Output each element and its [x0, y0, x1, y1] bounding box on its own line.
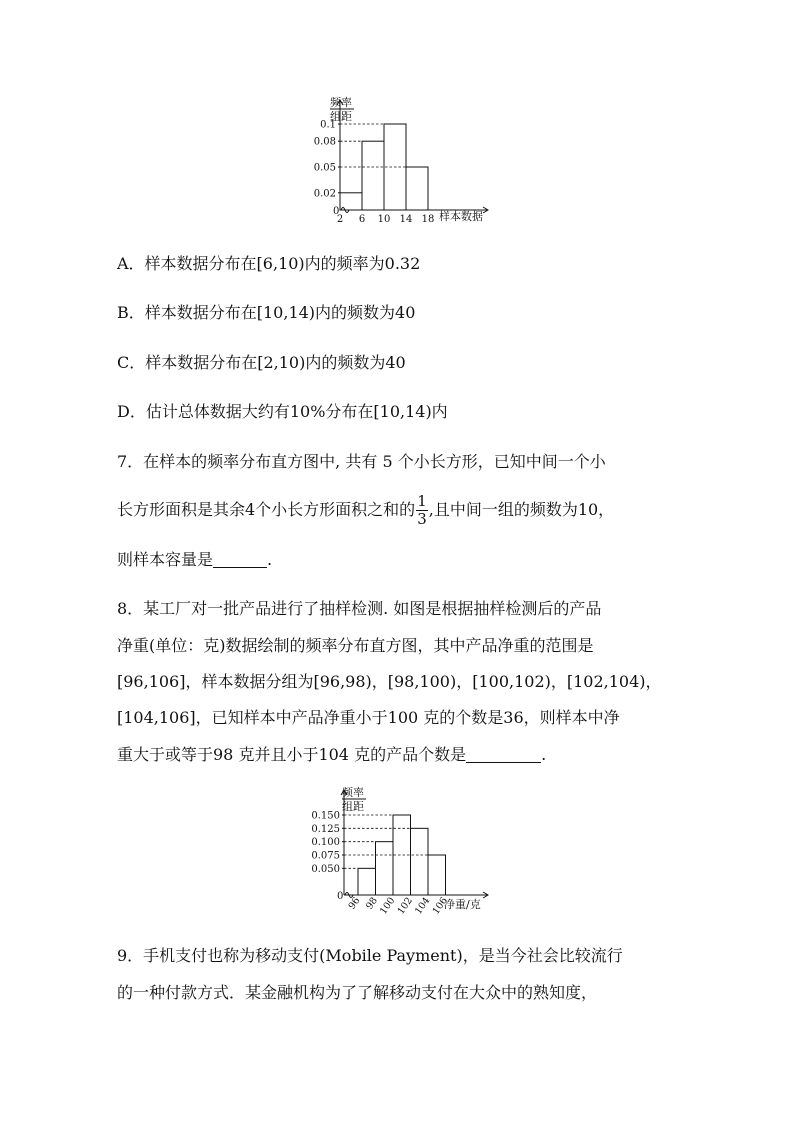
x-tick-label: 96 — [346, 895, 363, 912]
option-a: A．样本数据分布在[6,10)内的频率为0.32 — [117, 254, 421, 273]
option-b: B．样本数据分布在[10,14)内的频数为40 — [117, 303, 416, 322]
q8-line-1: 8．某工厂对一批产品进行了抽样检测. 如图是根据抽样检测后的产品 — [117, 599, 602, 618]
x-tick-label: 18 — [421, 214, 435, 225]
chart2-ylabel-num: 频率 — [342, 786, 364, 799]
chart1-ylabel-den: 组距 — [330, 110, 352, 123]
q8-line-5 — [117, 745, 546, 765]
y-tick-label: 0.1 — [320, 119, 336, 131]
chart1-xlabel: 样本数据 — [439, 210, 483, 223]
y-tick-label: 0.02 — [313, 188, 336, 200]
x-tick-label: 6 — [358, 214, 366, 225]
y-tick-label: 0.050 — [311, 863, 340, 875]
histogram-bar — [406, 167, 428, 210]
q7-line-2-text: 长方形面积是其余4个小长方形面积之和的 — [117, 500, 416, 519]
option-d: D．估计总体数据大约有10%分布在[10,14)内 — [117, 402, 448, 421]
q9-line-2: 的一种付款方式．某金融机构为了了解移动支付在大众中的熟知度， — [117, 983, 598, 1002]
x-tick-label: 10 — [377, 214, 391, 225]
q8-line-4: [104,106]，已知样本中产品净重小于100 克的个数是36，则样本中净 — [117, 708, 620, 727]
histogram-sample-data — [300, 92, 500, 232]
q8-line-5-end: . — [541, 745, 547, 764]
origin-label: 0 — [333, 206, 340, 217]
q7-line-2 — [117, 490, 614, 530]
q7-line-1: 7．在样本的频率分布直方图中, 共有 5 个小长方形，已知中间一个小 — [117, 452, 606, 471]
fraction-numerator: 1 — [417, 492, 427, 510]
y-tick-label: 0.150 — [311, 810, 340, 822]
x-tick-label: 98 — [364, 895, 380, 912]
histogram-bar — [411, 828, 429, 895]
x-tick-label: 106 — [430, 895, 450, 917]
y-tick-label: 0.075 — [311, 850, 340, 862]
q7-answer-blank[interactable] — [213, 551, 267, 568]
q7-line-3-end: . — [267, 550, 273, 569]
x-tick-label: 104 — [413, 895, 433, 917]
x-tick-label: 14 — [399, 214, 413, 225]
q7-line-3 — [117, 550, 272, 570]
q8-line-3: [96,106]，样本数据分组为[96,98)，[98,100)，[100,102)，[102,104)， — [117, 672, 662, 691]
histogram-net-weight — [298, 782, 508, 917]
x-tick-label: 100 — [378, 895, 398, 917]
chart2-xlabel: 净重/克 — [444, 898, 481, 911]
y-tick-label: 0.05 — [313, 162, 336, 174]
histogram-bar — [358, 868, 376, 895]
histogram-bar — [362, 141, 384, 210]
histogram-bar — [376, 842, 394, 895]
histogram-bar — [428, 855, 446, 895]
q7-line-2-tail: ,且中间一组的频数为10， — [428, 500, 615, 519]
option-c: C．样本数据分布在[2,10)内的频数为40 — [117, 353, 406, 372]
q7-line-3-text: 则样本容量是 — [117, 550, 214, 569]
fraction-one-third — [416, 493, 428, 528]
chart1-ylabel-num: 频率 — [330, 96, 352, 109]
y-tick-label: 0.08 — [313, 136, 336, 148]
q8-line-2: 净重(单位：克)数据绘制的频率分布直方图，其中产品净重的范围是 — [117, 636, 594, 655]
q9-line-1: 9．手机支付也称为移动支付(Mobile Payment)，是当今社会比较流行 — [117, 946, 623, 965]
q8-answer-blank[interactable] — [466, 746, 541, 763]
x-tick-label: 2 — [336, 214, 344, 225]
q8-line-5-text: 重大于或等于98 克并且小于104 克的产品个数是 — [117, 745, 467, 764]
fraction-denominator: 3 — [417, 510, 427, 528]
y-tick-label: 0.100 — [311, 837, 340, 849]
x-tick-label: 102 — [395, 895, 415, 917]
origin-label: 0 — [337, 891, 344, 902]
chart2-ylabel-den: 组距 — [342, 800, 364, 813]
y-tick-label: 0.125 — [311, 823, 340, 835]
